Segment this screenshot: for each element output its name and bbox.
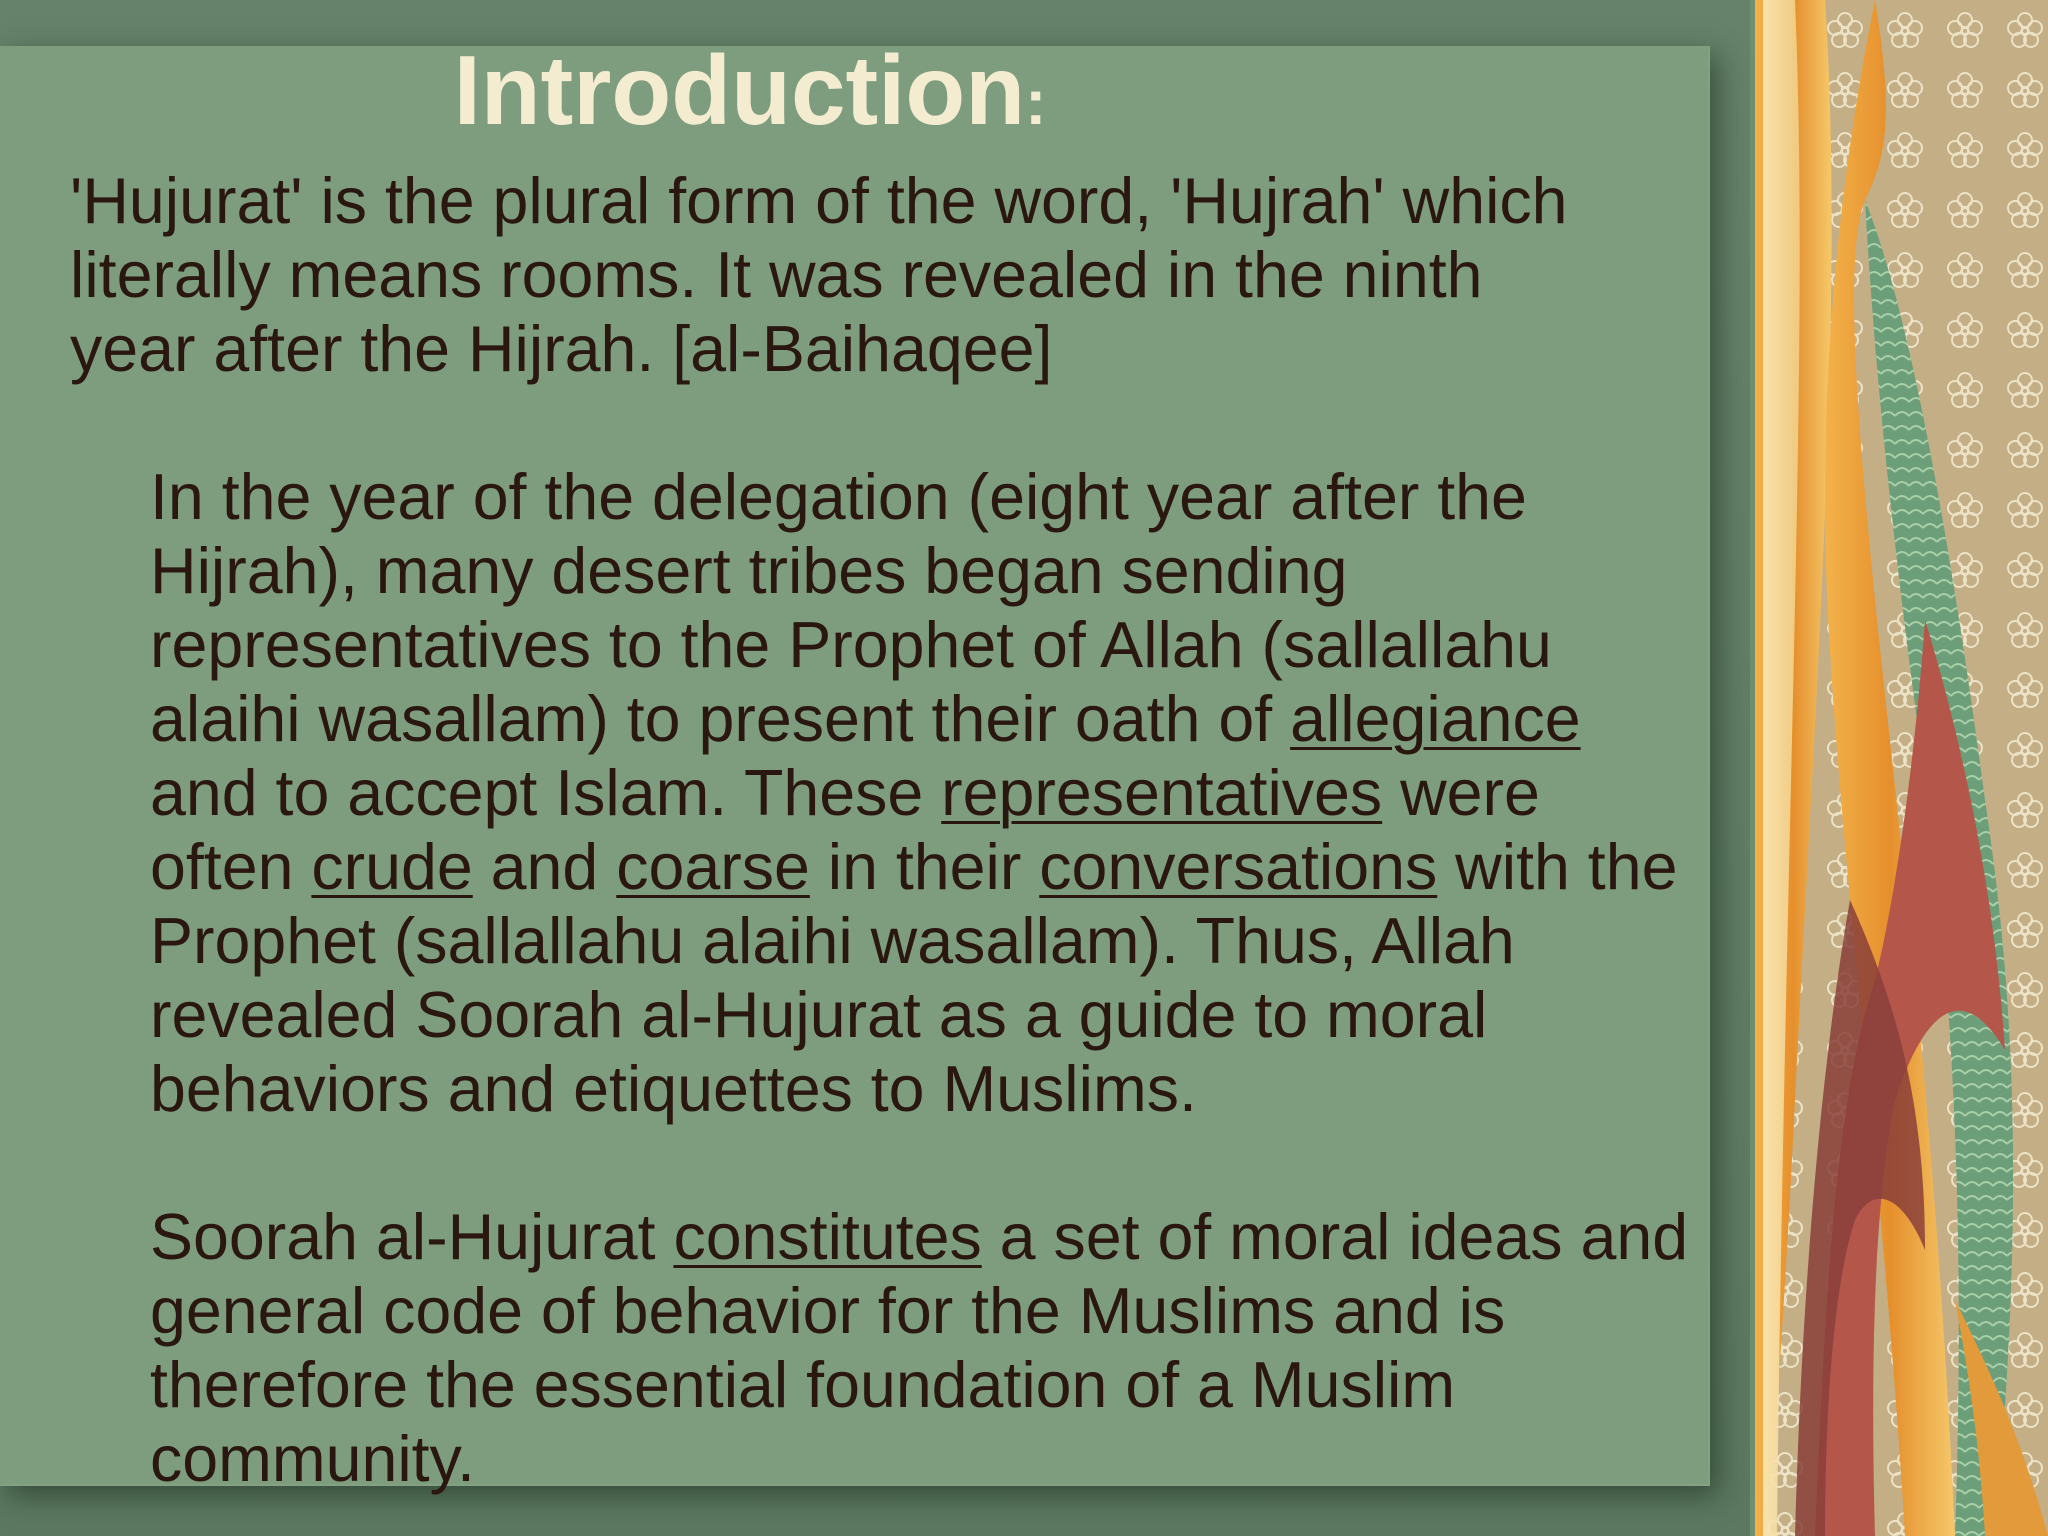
paragraph-hujurat-meaning bbox=[70, 164, 1790, 386]
text-line: literally means rooms. It was revealed in the ninth bbox=[70, 239, 1483, 311]
text-line bbox=[150, 830, 1790, 904]
underlined-word-representatives: representatives bbox=[941, 757, 1383, 829]
underlined-word-allegiance: allegiance bbox=[1290, 683, 1581, 755]
paragraph-moral-code bbox=[70, 1200, 1790, 1496]
slide-title-text: Introduction bbox=[453, 35, 1026, 145]
underlined-word-constitutes: constitutes bbox=[673, 1201, 982, 1273]
text-line: general code of behavior for the Muslims and is bbox=[150, 1275, 1506, 1347]
slide-body bbox=[70, 164, 1790, 1496]
text-run: a set of moral ideas and bbox=[981, 1201, 1689, 1273]
underlined-word-crude: crude bbox=[311, 831, 473, 903]
text-run: were bbox=[1382, 757, 1540, 829]
text-run: with the bbox=[1437, 831, 1678, 903]
text-line bbox=[150, 682, 1790, 756]
text-line: community. bbox=[150, 1423, 475, 1495]
text-line: year after the Hijrah. [al-Baihaqee] bbox=[70, 313, 1053, 385]
text-line: therefore the essential foundation of a Muslim bbox=[150, 1349, 1456, 1421]
slide-title-colon: : bbox=[1025, 66, 1047, 138]
underlined-word-coarse: coarse bbox=[616, 831, 810, 903]
text-run: alaihi wasallam) to present their oath of bbox=[150, 683, 1291, 755]
paragraph-gap bbox=[70, 1126, 1790, 1200]
text-line: 'Hujurat' is the plural form of the word, 'Hujrah' which bbox=[70, 165, 1568, 237]
text-line: Prophet (sallallahu alaihi wasallam). Thus, Allah bbox=[150, 905, 1515, 977]
slide-title bbox=[0, 30, 1500, 162]
text-line: revealed Soorah al-Hujurat as a guide to moral bbox=[150, 979, 1488, 1051]
text-line: behaviors and etiquettes to Muslims. bbox=[150, 1053, 1197, 1125]
paragraph-delegation bbox=[70, 460, 1790, 1126]
text-line: Hijrah), many desert tribes began sending bbox=[150, 535, 1348, 607]
text-line bbox=[150, 756, 1790, 830]
text-run: often bbox=[150, 831, 312, 903]
text-run: and bbox=[472, 831, 617, 903]
text-line: representatives to the Prophet of Allah (sallallahu bbox=[150, 609, 1552, 681]
text-line bbox=[150, 1200, 1790, 1274]
text-run: in their bbox=[809, 831, 1040, 903]
underlined-word-conversations: conversations bbox=[1039, 831, 1438, 903]
paragraph-gap bbox=[70, 386, 1790, 460]
text-run: and to accept Islam. These bbox=[150, 757, 942, 829]
text-run: Soorah al-Hujurat bbox=[150, 1201, 674, 1273]
decorative-drape-image bbox=[1755, 0, 2048, 1536]
text-line: In the year of the delegation (eight year after the bbox=[150, 461, 1527, 533]
